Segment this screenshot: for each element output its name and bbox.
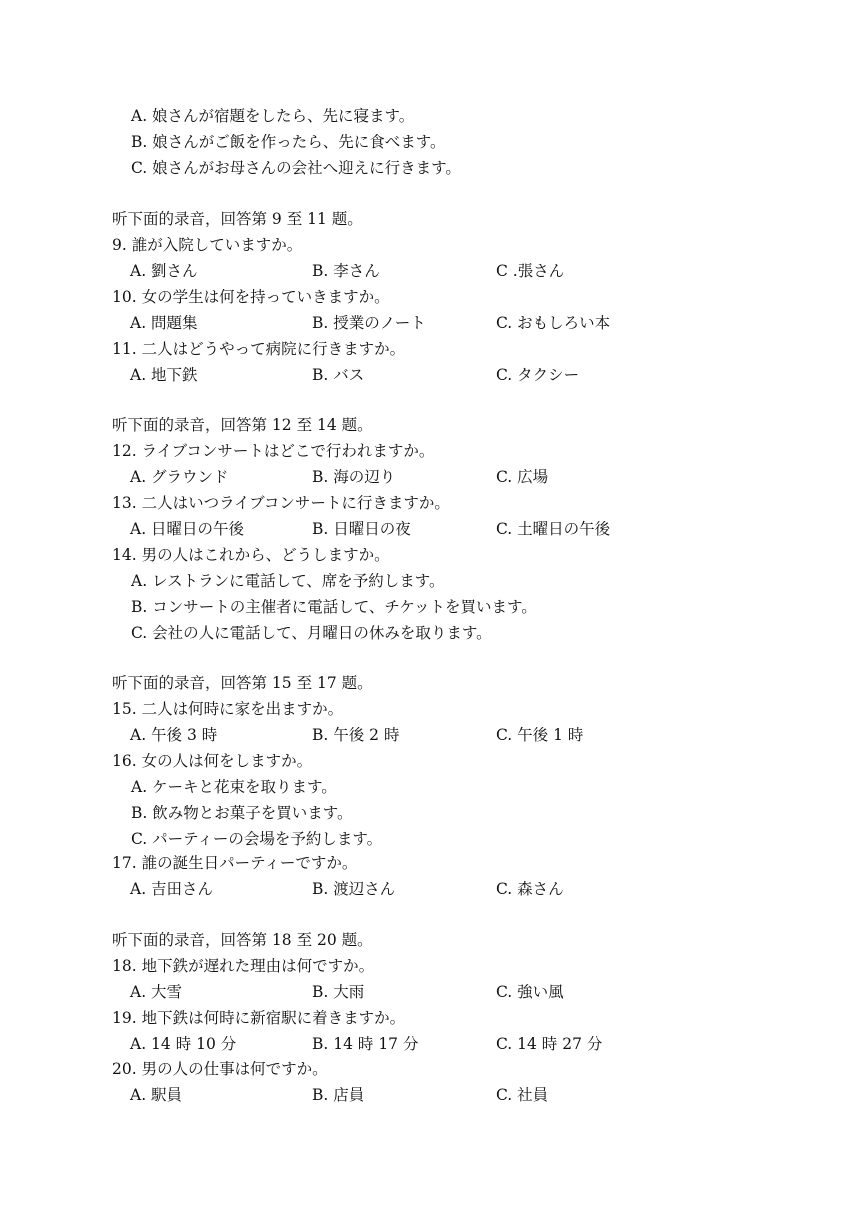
option-c: C. おもしろい本 xyxy=(496,314,611,332)
option-a: A. ケーキと花束を取ります。 xyxy=(131,778,337,796)
question-text: 18. 地下鉄が遅れた理由は何ですか。 xyxy=(112,957,375,975)
option-b: B. 午後 2 時 xyxy=(312,726,400,744)
option-b: B. 授業のノート xyxy=(312,314,426,332)
question-text: 10. 女の学生は何を持っていきますか。 xyxy=(112,288,390,306)
question-line xyxy=(0,697,867,721)
option-line xyxy=(0,827,867,851)
question-text: 13. 二人はいつライブコンサートに行きますか。 xyxy=(112,494,450,512)
question-text: 15. 二人は何時に家を出ますか。 xyxy=(112,700,344,718)
question-line xyxy=(0,749,867,773)
option-line xyxy=(0,775,867,799)
question-text: 20. 男の人の仕事は何ですか。 xyxy=(112,1060,328,1078)
option-line xyxy=(0,621,867,645)
question-line xyxy=(0,851,867,875)
section-heading-text: 听下面的录音，回答第 18 至 20 题。 xyxy=(112,931,373,949)
options-row xyxy=(0,259,867,283)
option-c: C. タクシー xyxy=(496,366,580,384)
question-line xyxy=(0,954,867,978)
question-line xyxy=(0,543,867,567)
option-a: A. レストランに電話して、席を予約します。 xyxy=(131,572,445,590)
option-line xyxy=(0,569,867,593)
section-heading xyxy=(0,413,867,437)
option-c: C. 土曜日の午後 xyxy=(496,520,611,538)
option-text: A. 娘さんが宿題をしたら、先に寝ます。 xyxy=(131,107,415,125)
question-line xyxy=(0,1006,867,1030)
option-line xyxy=(0,104,867,128)
option-b: B. 大雨 xyxy=(312,983,365,1001)
option-a: A. 日曜日の午後 xyxy=(130,520,245,538)
option-c: C .張さん xyxy=(496,262,565,280)
option-b: B. 日曜日の夜 xyxy=(312,520,411,538)
option-b: B. 14 時 17 分 xyxy=(312,1035,419,1053)
options-row xyxy=(0,723,867,747)
question-line xyxy=(0,337,867,361)
question-text: 19. 地下鉄は何時に新宿駅に着きますか。 xyxy=(112,1009,406,1027)
option-c: C. パーティーの会場を予約します。 xyxy=(131,830,383,848)
option-line xyxy=(0,595,867,619)
question-line xyxy=(0,285,867,309)
option-b: B. バス xyxy=(312,366,365,384)
question-line xyxy=(0,1057,867,1081)
section-heading xyxy=(0,671,867,695)
option-c: C. 14 時 27 分 xyxy=(496,1035,603,1053)
option-b: B. コンサートの主催者に電話して、チケットを買います。 xyxy=(131,598,537,616)
question-text: 14. 男の人はこれから、どうしますか。 xyxy=(112,546,390,564)
option-a: A. 問題集 xyxy=(130,314,198,332)
options-row xyxy=(0,1083,867,1107)
question-text: 12. ライブコンサートはどこで行われますか。 xyxy=(112,442,435,460)
option-b: B. 飲み物とお菓子を買います。 xyxy=(131,804,353,822)
option-c: C. 午後 1 時 xyxy=(496,726,584,744)
option-text: B. 娘さんがご飯を作ったら、先に食べます。 xyxy=(131,133,446,151)
option-text: C. 娘さんがお母さんの会社へ迎えに行きます。 xyxy=(131,159,461,177)
option-c: C. 会社の人に電話して、月曜日の休みを取ります。 xyxy=(131,624,492,642)
section-heading xyxy=(0,207,867,231)
options-row xyxy=(0,465,867,489)
options-row xyxy=(0,311,867,335)
question-text: 16. 女の人は何をしますか。 xyxy=(112,752,313,770)
options-row xyxy=(0,980,867,1004)
option-c: C. 広場 xyxy=(496,468,549,486)
option-a: A. 地下鉄 xyxy=(130,366,198,384)
question-line xyxy=(0,439,867,463)
option-b: B. 渡辺さん xyxy=(312,880,396,898)
option-a: A. 駅員 xyxy=(130,1086,183,1104)
section-heading-text: 听下面的录音，回答第 9 至 11 题。 xyxy=(112,210,363,228)
option-c: C. 森さん xyxy=(496,880,564,898)
option-a: A. 14 時 10 分 xyxy=(130,1035,237,1053)
option-b: B. 店員 xyxy=(312,1086,365,1104)
options-row xyxy=(0,363,867,387)
question-text: 11. 二人はどうやって病院に行きますか。 xyxy=(112,340,406,358)
option-c: C. 社員 xyxy=(496,1086,549,1104)
option-b: B. 李さん xyxy=(312,262,380,280)
option-line xyxy=(0,801,867,825)
options-row xyxy=(0,1032,867,1056)
option-b: B. 海の辺り xyxy=(312,468,396,486)
option-a: A. 午後 3 時 xyxy=(130,726,218,744)
question-line xyxy=(0,491,867,515)
option-a: A. 劉さん xyxy=(130,262,198,280)
question-text: 17. 誰の誕生日パーティーですか。 xyxy=(112,854,358,872)
section-heading-text: 听下面的录音，回答第 12 至 14 题。 xyxy=(112,416,373,434)
option-a: A. グラウンド xyxy=(130,468,229,486)
option-line xyxy=(0,130,867,154)
question-text: 9. 誰が入院していますか。 xyxy=(112,236,303,254)
options-row xyxy=(0,517,867,541)
options-row xyxy=(0,877,867,901)
question-line xyxy=(0,233,867,257)
option-line xyxy=(0,156,867,180)
option-a: A. 大雪 xyxy=(130,983,183,1001)
section-heading xyxy=(0,928,867,952)
option-c: C. 強い風 xyxy=(496,983,564,1001)
option-a: A. 吉田さん xyxy=(130,880,214,898)
section-heading-text: 听下面的录音，回答第 15 至 17 题。 xyxy=(112,674,373,692)
